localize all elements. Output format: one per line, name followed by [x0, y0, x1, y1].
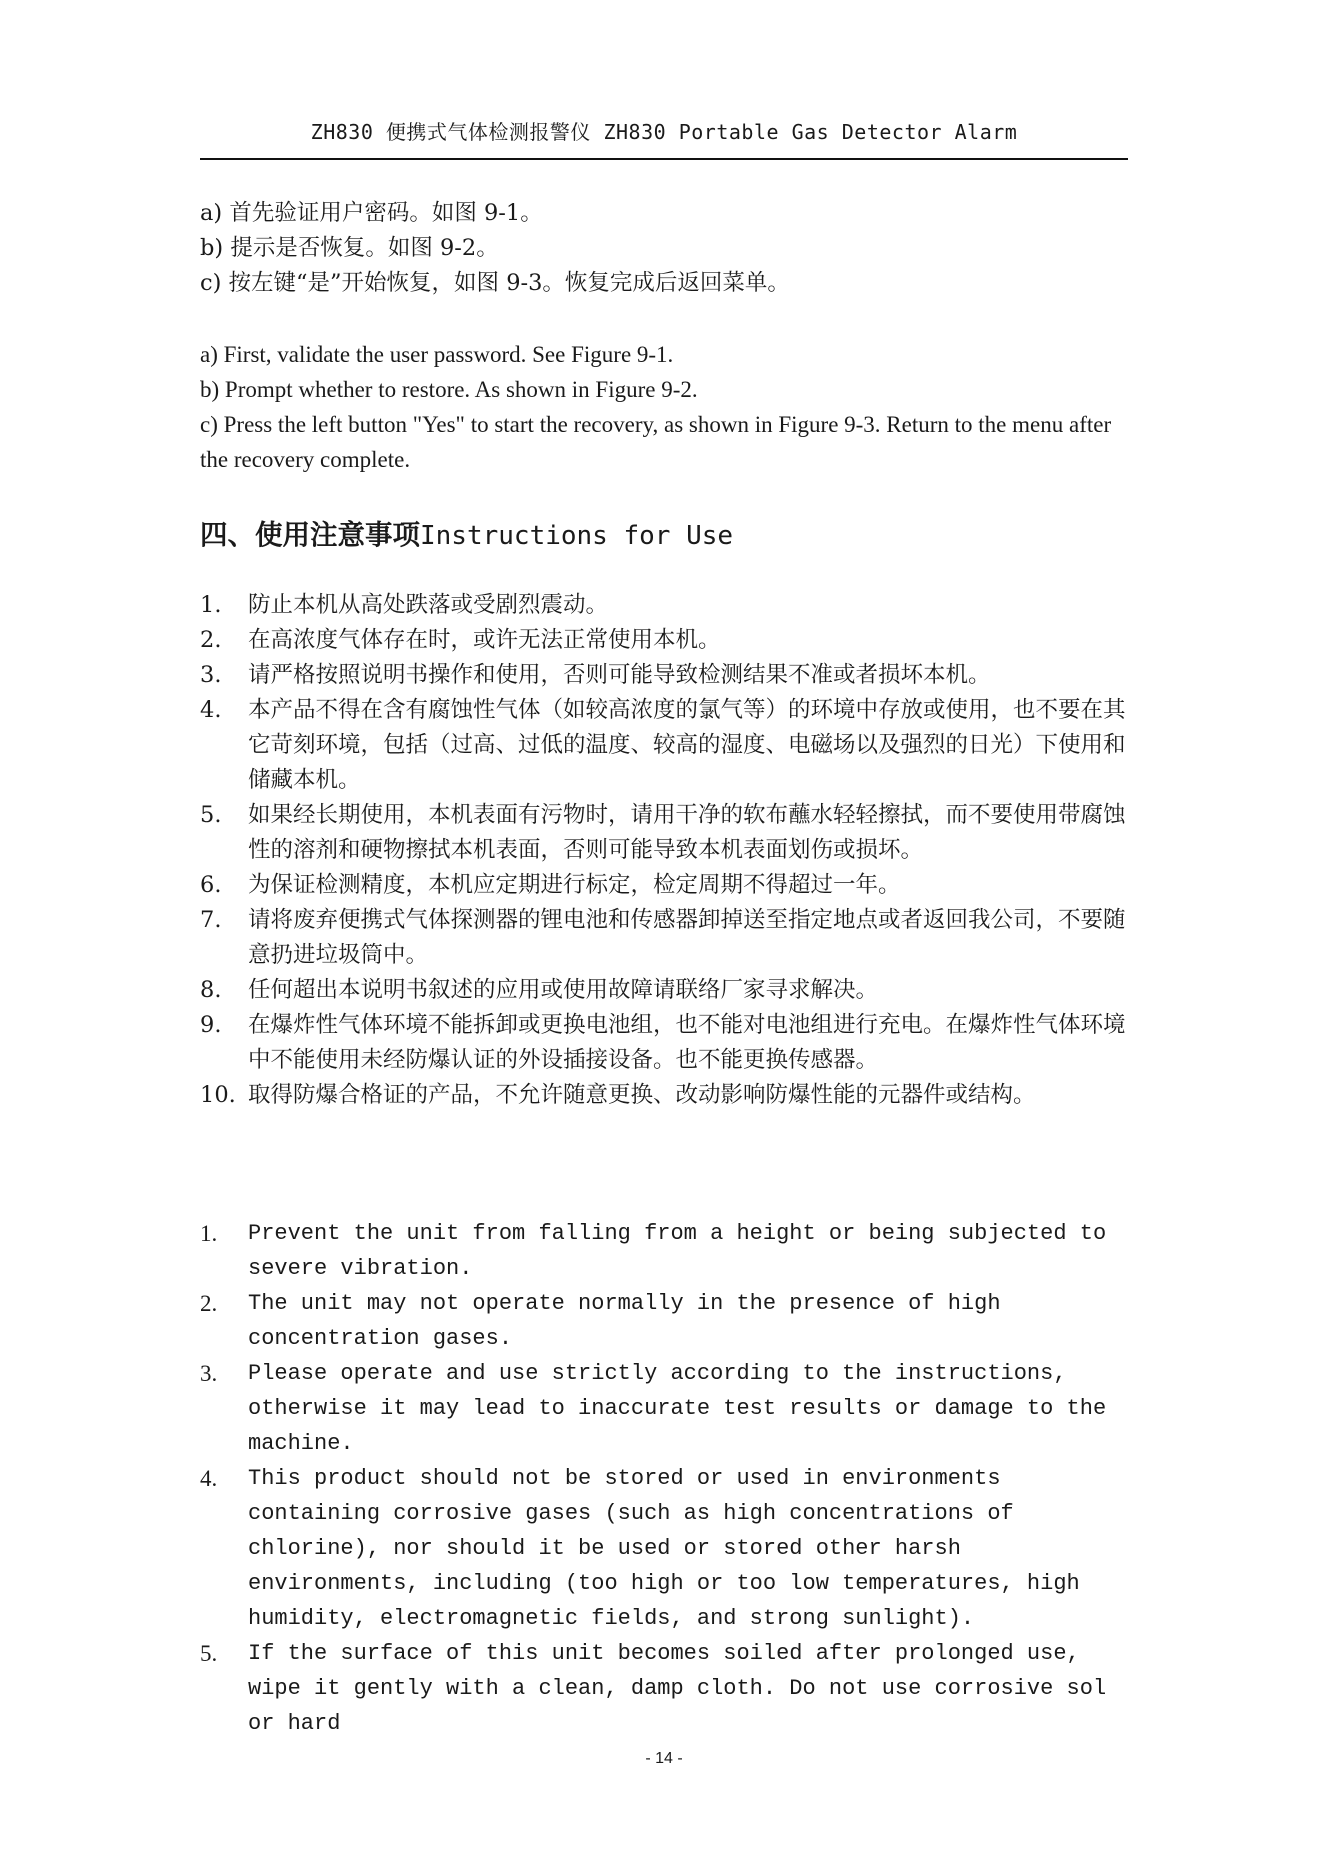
- list-item: [200, 623, 1128, 658]
- list-item: [200, 1356, 1128, 1461]
- intro-steps-zh: [200, 196, 1128, 301]
- running-header: ZH830 便携式气体检测报警仪 ZH830 Portable Gas Detector Alarm: [310, 120, 1018, 144]
- item-number: 5.: [200, 1641, 218, 1666]
- item-text: Please operate and use strictly according to the instructions, otherwise it may lead to inaccurate test results or damage to the machine.: [248, 1361, 1107, 1456]
- list-item: [200, 1286, 1128, 1356]
- item-number: 8.: [200, 977, 222, 1003]
- list-item: [200, 903, 1128, 973]
- list-item: [200, 693, 1128, 798]
- item-text: 请严格按照说明书操作和使用，否则可能导致检测结果不准或者损坏本机。: [248, 662, 991, 688]
- section-heading-zh: 四、使用注意事项: [200, 519, 420, 551]
- page-number: - 14 -: [645, 1750, 683, 1767]
- item-text: 如果经长期使用，本机表面有污物时，请用干净的软布蘸水轻轻擦拭，而不要使用带腐蚀性的溶剂和硬物擦拭本机表面，否则可能导致本机表面划伤或损坏。: [248, 802, 1126, 863]
- item-number: 7.: [200, 907, 222, 933]
- list-item: [200, 588, 1128, 623]
- item-text: Prevent the unit from falling from a height or being subjected to severe vibration.: [248, 1221, 1107, 1281]
- item-number: 1.: [200, 1221, 218, 1246]
- item-number: 2.: [200, 1291, 218, 1316]
- item-text: 为保证检测精度，本机应定期进行标定，检定周期不得超过一年。: [248, 872, 901, 898]
- header-rule: [200, 158, 1128, 160]
- intro-step-zh-b: b) 提示是否恢复。如图 9-2。: [200, 235, 499, 261]
- item-number: 10.: [200, 1082, 236, 1108]
- intro-step-en-a: a) First, validate the user password. See Figure 9-1.: [200, 342, 674, 367]
- list-item: [200, 1636, 1128, 1741]
- section-heading: [200, 512, 1128, 552]
- item-text: The unit may not operate normally in the presence of high concentration gases.: [248, 1291, 1001, 1351]
- item-number: 4.: [200, 697, 222, 723]
- item-text: 防止本机从高处跌落或受剧烈震动。: [248, 592, 609, 618]
- list-item: [200, 973, 1128, 1008]
- item-text: 在爆炸性气体环境不能拆卸或更换电池组，也不能对电池组进行充电。在爆炸性气体环境中不能使用未经防爆认证的外设插接设备。也不能更换传感器。: [248, 1012, 1126, 1073]
- intro-step-en-b: b) Prompt whether to restore. As shown in Figure 9-2.: [200, 377, 698, 402]
- instructions-list-en: [200, 1216, 1128, 1741]
- item-number: 6.: [200, 872, 222, 898]
- list-item: [200, 798, 1128, 868]
- intro-step-zh-c: c) 按左键“是”开始恢复，如图 9-3。恢复完成后返回菜单。: [200, 270, 790, 296]
- item-number: 9.: [200, 1012, 222, 1038]
- item-number: 2.: [200, 627, 222, 653]
- intro-steps-en: [200, 337, 1128, 477]
- item-number: 5.: [200, 802, 222, 828]
- item-text: 任何超出本说明书叙述的应用或使用故障请联络厂家寻求解决。: [248, 977, 879, 1003]
- item-number: 3.: [200, 662, 222, 688]
- intro-step-zh-a: a) 首先验证用户密码。如图 9-1。: [200, 200, 543, 226]
- item-number: 1.: [200, 592, 222, 618]
- item-text: 取得防爆合格证的产品，不允许随意更换、改动影响防爆性能的元器件或结构。: [248, 1082, 1036, 1108]
- item-text: This product should not be stored or used in environments containing corrosive gases (such as high concentrations of chlorine), nor should it be used or stored other harsh environments, including (too high or too low temperatures, high humidity, electromagnetic fields, and strong sunlight).: [248, 1466, 1080, 1631]
- item-text: 本产品不得在含有腐蚀性气体（如较高浓度的氯气等）的环境中存放或使用，也不要在其它苛刻环境，包括（过高、过低的温度、较高的湿度、电磁场以及强烈的日光）下使用和储藏本机。: [248, 697, 1126, 793]
- list-item: [200, 1078, 1128, 1113]
- list-item: [200, 1461, 1128, 1636]
- item-number: 4.: [200, 1466, 218, 1491]
- list-item: [200, 1008, 1128, 1078]
- list-item: [200, 1216, 1128, 1286]
- item-text: If the surface of this unit becomes soiled after prolonged use, wipe it gently with a clean, damp cloth. Do not use corrosive sol or hard: [248, 1641, 1107, 1736]
- instructions-list-zh: [200, 588, 1128, 1113]
- item-number: 3.: [200, 1361, 218, 1386]
- list-item: [200, 658, 1128, 693]
- item-text: 请将废弃便携式气体探测器的锂电池和传感器卸掉送至指定地点或者返回我公司，不要随意扔进垃圾筒中。: [248, 907, 1126, 968]
- item-text: 在高浓度气体存在时，或许无法正常使用本机。: [248, 627, 721, 653]
- intro-step-en-c: c) Press the left button "Yes" to start the recovery, as shown in Figure 9-3. Return to the menu after the recovery complete.: [200, 412, 1112, 472]
- section-heading-en: Instructions for Use: [420, 521, 734, 551]
- list-item: [200, 868, 1128, 903]
